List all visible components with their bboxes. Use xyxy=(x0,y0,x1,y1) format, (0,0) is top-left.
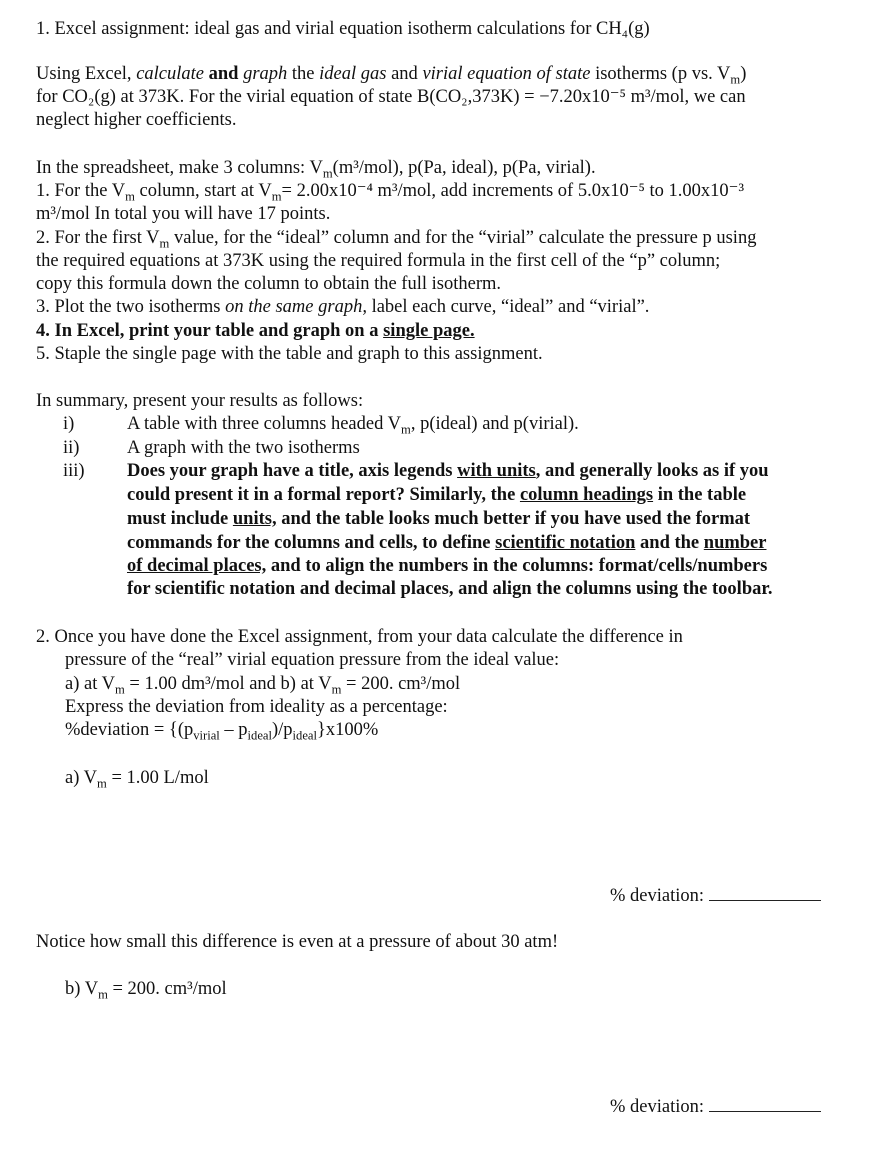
summary-item-iii-line-3 xyxy=(127,508,750,530)
text-run: and xyxy=(386,64,423,84)
text-run: ideal gas xyxy=(319,64,387,84)
text-run: commands for the columns and cells, to define xyxy=(127,533,496,553)
subscript: ideal xyxy=(247,728,272,743)
text-run: could present it in a formal report? Similarly, the xyxy=(127,485,520,505)
text-run: = 200. cm³/mol xyxy=(341,674,461,694)
q1-step-2-cont-2: copy this formula down the column to obtain the full isotherm. xyxy=(36,274,501,294)
text-run: = 200. cm³/mol xyxy=(107,979,227,999)
text-run: column, start at V xyxy=(134,181,272,201)
text-run: and the table looks much better if you have used the format xyxy=(276,509,751,529)
subscript: m xyxy=(271,189,282,204)
text-run: of decimal places, xyxy=(127,556,267,576)
q2-deviation-a xyxy=(610,884,821,907)
subscript: ideal xyxy=(292,728,317,743)
text-run: in the table xyxy=(653,485,747,505)
text-run: , and generally looks as if you xyxy=(535,461,769,481)
q2-formula xyxy=(65,719,378,741)
text-run: Using Excel, xyxy=(36,64,137,84)
text-run: units, xyxy=(232,509,277,529)
summary-intro: In summary, present your results as follows: xyxy=(36,391,364,411)
text-run: and the xyxy=(635,533,704,553)
text-run: )/p xyxy=(271,720,293,740)
text-run: a) V xyxy=(65,768,98,788)
text-run: = 1.00 dm³/mol and b) at V xyxy=(124,674,332,694)
text-run: ) xyxy=(740,64,747,84)
text-run: with units xyxy=(457,461,536,481)
text-run: and xyxy=(204,64,244,84)
text-run: In the spreadsheet, make 3 columns: V xyxy=(36,158,323,178)
text-run: 4. In Excel, print your table and graph on a xyxy=(36,321,384,341)
q1-step-1-cont: m³/mol In total you will have 17 points. xyxy=(36,204,331,224)
text-run: and to align the numbers in the columns: format/cells/numbers xyxy=(266,556,768,576)
text-run: single page. xyxy=(383,321,475,341)
q2-deviation-b xyxy=(610,1095,821,1118)
subscript: m xyxy=(331,682,342,697)
q1-step-2 xyxy=(36,227,756,249)
q1-step-2-cont-1: the required equations at 373K using the required formula in the first cell of the “p” column; xyxy=(36,251,721,271)
q1-intro-line-1 xyxy=(36,63,746,85)
answer-blank-b[interactable] xyxy=(709,1095,821,1112)
text-run: graph xyxy=(243,64,288,84)
deviation-label: % deviation: xyxy=(610,1097,709,1117)
text-run: %deviation = {(p xyxy=(65,720,194,740)
text-run: calculate xyxy=(136,64,204,84)
text-run: virial equation of state xyxy=(422,64,591,84)
subscript: m xyxy=(730,72,741,87)
q1-step-1 xyxy=(36,180,744,202)
subscript: m xyxy=(97,776,107,791)
q1-step-5: 5. Staple the single page with the table and graph to this assignment. xyxy=(36,344,543,364)
subscript: m xyxy=(115,682,125,697)
q2-line-2: pressure of the “real” virial equation pressure from the ideal value: xyxy=(65,650,560,670)
text-run: 3. Plot the two isotherms xyxy=(36,297,226,317)
q1-heading: 1. Excel assignment: ideal gas and virial equation isotherm calculations for CH₄(g) xyxy=(36,19,650,39)
subscript: m xyxy=(98,987,108,1002)
q2-line-4: Express the deviation from ideality as a percentage: xyxy=(65,697,448,717)
answer-blank-a[interactable] xyxy=(709,884,821,901)
summary-item-iii-line-4 xyxy=(127,532,766,554)
deviation-label: % deviation: xyxy=(610,886,709,906)
text-run: , p(ideal) and p(virial). xyxy=(410,414,579,434)
summary-item-i xyxy=(127,413,579,435)
text-run: number xyxy=(703,533,767,553)
summary-item-ii: A graph with the two isotherms xyxy=(127,438,360,458)
text-run: A table with three columns headed V xyxy=(127,414,402,434)
subscript: m xyxy=(322,166,333,181)
subscript: virial xyxy=(193,728,220,743)
summary-item-i-marker: i) xyxy=(63,414,75,434)
summary-item-iii-line-5 xyxy=(127,555,767,577)
text-run: the xyxy=(287,64,320,84)
summary-item-iii-marker: iii) xyxy=(63,461,85,481)
summary-item-iii-line-2 xyxy=(127,484,746,506)
q2-notice: Notice how small this difference is even at a pressure of about 30 atm! xyxy=(36,932,559,952)
text-run: scientific notation xyxy=(495,533,636,553)
text-run: a) at V xyxy=(65,674,115,694)
text-run: label each curve, “ideal” and “virial”. xyxy=(366,297,650,317)
text-run: 2. For the first V xyxy=(36,228,160,248)
text-run: Does your graph have a title, axis legends xyxy=(127,461,458,481)
q1-step-columns xyxy=(36,157,596,179)
text-run: must include xyxy=(127,509,233,529)
subscript: m xyxy=(125,189,135,204)
text-run: }x100% xyxy=(317,720,379,740)
text-run: = 1.00 L/mol xyxy=(106,768,209,788)
text-run: (m³/mol), p(Pa, ideal), p(Pa, virial). xyxy=(332,158,596,178)
subscript: m xyxy=(159,236,170,251)
text-run: value, for the “ideal” column and for the “virial” calculate the pressure p using xyxy=(169,228,757,248)
q2-part-b xyxy=(65,978,227,1000)
q1-intro-line-3: neglect higher coefficients. xyxy=(36,110,237,130)
text-run: b) V xyxy=(65,979,99,999)
q2-line-1: 2. Once you have done the Excel assignment, from your data calculate the difference in xyxy=(36,627,683,647)
q1-intro-line-2: for CO₂(g) at 373K. For the virial equation of state B(CO₂,373K) = −7.20x10⁻⁵ m³/mol, we can xyxy=(36,87,746,107)
text-run: 1. For the V xyxy=(36,181,126,201)
text-run: = 2.00x10⁻⁴ m³/mol, add increments of 5.0x10⁻⁵ to 1.00x10⁻³ xyxy=(281,181,744,201)
summary-item-iii-line-1 xyxy=(127,460,769,482)
q2-line-3 xyxy=(65,673,460,695)
text-run: isotherms (p vs. V xyxy=(590,64,731,84)
q1-step-4 xyxy=(36,320,475,342)
text-run: – p xyxy=(219,720,248,740)
subscript: m xyxy=(401,422,411,437)
text-run: column headings xyxy=(519,485,654,505)
summary-item-ii-marker: ii) xyxy=(63,438,80,458)
text-run: on the same graph, xyxy=(225,297,367,317)
q2-part-a xyxy=(65,767,209,789)
summary-item-iii-line-6: for scientific notation and decimal places, and align the columns using the toolbar. xyxy=(127,579,773,599)
q1-step-3 xyxy=(36,296,649,318)
